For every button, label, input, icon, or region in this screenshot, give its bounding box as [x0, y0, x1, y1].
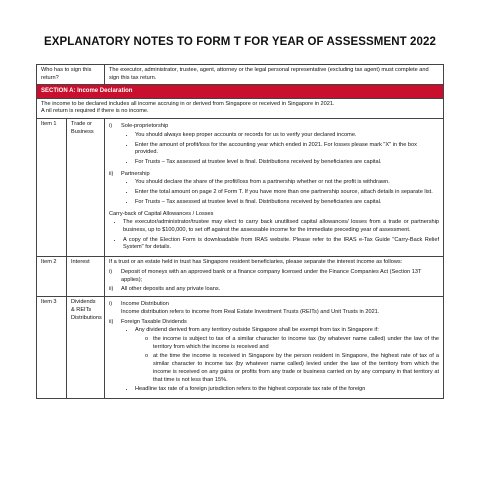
item-1-i-heading: Sole-proprietorship — [121, 123, 169, 130]
item-1-ii-heading: Partnership — [121, 170, 150, 177]
item-2-ii-text: All other deposits and any private loans. — [121, 286, 221, 293]
item-3-i-text: Income distribution refers to income from Real Estate Investment Trusts (REITs) and Unit Trusts in 2021. — [121, 308, 380, 315]
section-a-header-row — [37, 85, 444, 98]
list-item: • Enter the total amount on page 2 of Form T. If you have more than one partnership source, attach details in separate list. — [135, 189, 439, 197]
item-1-row — [37, 119, 444, 257]
item-2-content — [105, 257, 444, 297]
item-2-number: Item 2 — [37, 257, 67, 297]
who-signs-answer: The executor, administrator, trustee, agent, attorney or the legal personal representative (excluding tax agent) must complete and sign this tax return. — [105, 65, 444, 85]
item-3-i-heading: Income Distribution — [121, 301, 169, 308]
section-a-header: SECTION A: Income Declaration — [37, 85, 444, 98]
item-1-ii-list — [121, 179, 439, 206]
list-item: • You should always keep proper accounts or records for us to verify your declared income. — [135, 132, 439, 140]
section-a-intro-row — [37, 98, 444, 118]
item-3-ii-numeral: ii) — [109, 318, 114, 325]
notes-table — [36, 64, 444, 399]
item-3-number: Item 3 — [37, 297, 67, 399]
item-1-ii-numeral: ii) — [109, 170, 114, 177]
item-3-row — [37, 297, 444, 399]
item-1-ii — [109, 171, 439, 209]
list-item: • Enter the amount of profit/loss for the accounting year which ended in 2021. For losses please mark "X" in the box provided. — [135, 142, 439, 157]
carry-back-heading: Carry-back of Capital Allowances / Losses — [109, 210, 214, 217]
item-2-i-numeral: i) — [109, 268, 113, 275]
item-2-intro: If a trust or an estate held in trust has Singapore resident beneficiaries, please separate the interest income as follows: — [109, 259, 403, 266]
item-1-label: Trade or Business — [67, 119, 105, 257]
list-item: • A copy of the Election Form is downloadable from IRAS website. Please refer to the IRAS e-Tax Guide "Carry-Back Relief System" for details. — [123, 237, 439, 252]
item-3-ii-bullet: Any dividend derived from any territory outside Singapore shall be exempt from tax in Singapore if: — [135, 327, 379, 334]
item-1-i — [109, 123, 439, 169]
list-item: • You should declare the share of the profit/loss from a partnership whether or not the profit is withdrawn. — [135, 179, 439, 187]
page-title: EXPLANATORY NOTES TO FORM T FOR YEAR OF ASSESSMENT 2022 — [43, 36, 437, 48]
list-item: • For Trusts – Tax assessed at trustee level is final. Distributions received by beneficiaries are capital. — [135, 159, 439, 167]
item-2-i-text: Deposit of moneys with an approved bank or a finance company licensed under the Finance Companies Act (Section 13T applies); — [121, 268, 422, 283]
item-3-i — [109, 301, 439, 316]
list-item — [135, 327, 439, 384]
item-2-ii — [109, 286, 439, 294]
who-signs-question: Who has to sign this return? — [37, 65, 105, 85]
list-item: • Headline tax rate of a foreign jurisdiction refers to the highest corporate tax rate of the foreign — [135, 386, 439, 394]
item-3-ii-sublist — [135, 336, 439, 384]
item-2-ii-numeral: ii) — [109, 286, 114, 293]
who-signs-row — [37, 65, 444, 85]
item-1-content — [105, 119, 444, 257]
item-3-label: Dividends & REITs Distributions — [67, 297, 105, 399]
item-1-number: Item 1 — [37, 119, 67, 257]
item-2-label: Interest — [67, 257, 105, 297]
item-2-row — [37, 257, 444, 297]
sub-list-item: o at the time the income is received in Singapore by the person resident in Singapore, the highest rate of tax of a similar character to income tax (by whatever name called) levied under the law of the territory from which the income is received on any gains or profits from any trade or business carried on by any company in that territory at that time is not less than 15%. — [145, 353, 439, 384]
carry-back-block — [109, 211, 439, 253]
item-3-ii-heading: Foreign Taxable Dividends — [121, 318, 187, 325]
section-a-intro-line-2: A nil return is required if there is no income. — [41, 108, 149, 115]
carry-back-list — [109, 219, 439, 252]
item-1-i-list — [121, 132, 439, 167]
list-item: • For Trusts – Tax assessed at trustee level is final. Distributions received by beneficiaries are capital. — [135, 199, 439, 207]
item-3-i-numeral: i) — [109, 301, 113, 308]
item-3-ii — [109, 319, 439, 396]
section-a-intro-line-1: The income to be declared includes all income accruing in or derived from Singapore or received in Singapore in 2021. — [41, 100, 335, 107]
item-1-i-numeral: i) — [109, 123, 113, 130]
section-a-intro — [37, 98, 444, 118]
item-3-content — [105, 297, 444, 399]
list-item: • The executor/administrator/trustee may elect to carry back unutilised capital allowances/ losses from a trade or partnership business, up to $100,000, to set off against the assessable income for the immediate preceding year of assessment. — [123, 219, 439, 234]
item-3-ii-list — [121, 327, 439, 394]
item-2-i — [109, 269, 439, 284]
sub-list-item: o the income is subject to tax of a similar character to income tax (by whatever name called) under the law of the territory from which the income is received and — [145, 336, 439, 351]
